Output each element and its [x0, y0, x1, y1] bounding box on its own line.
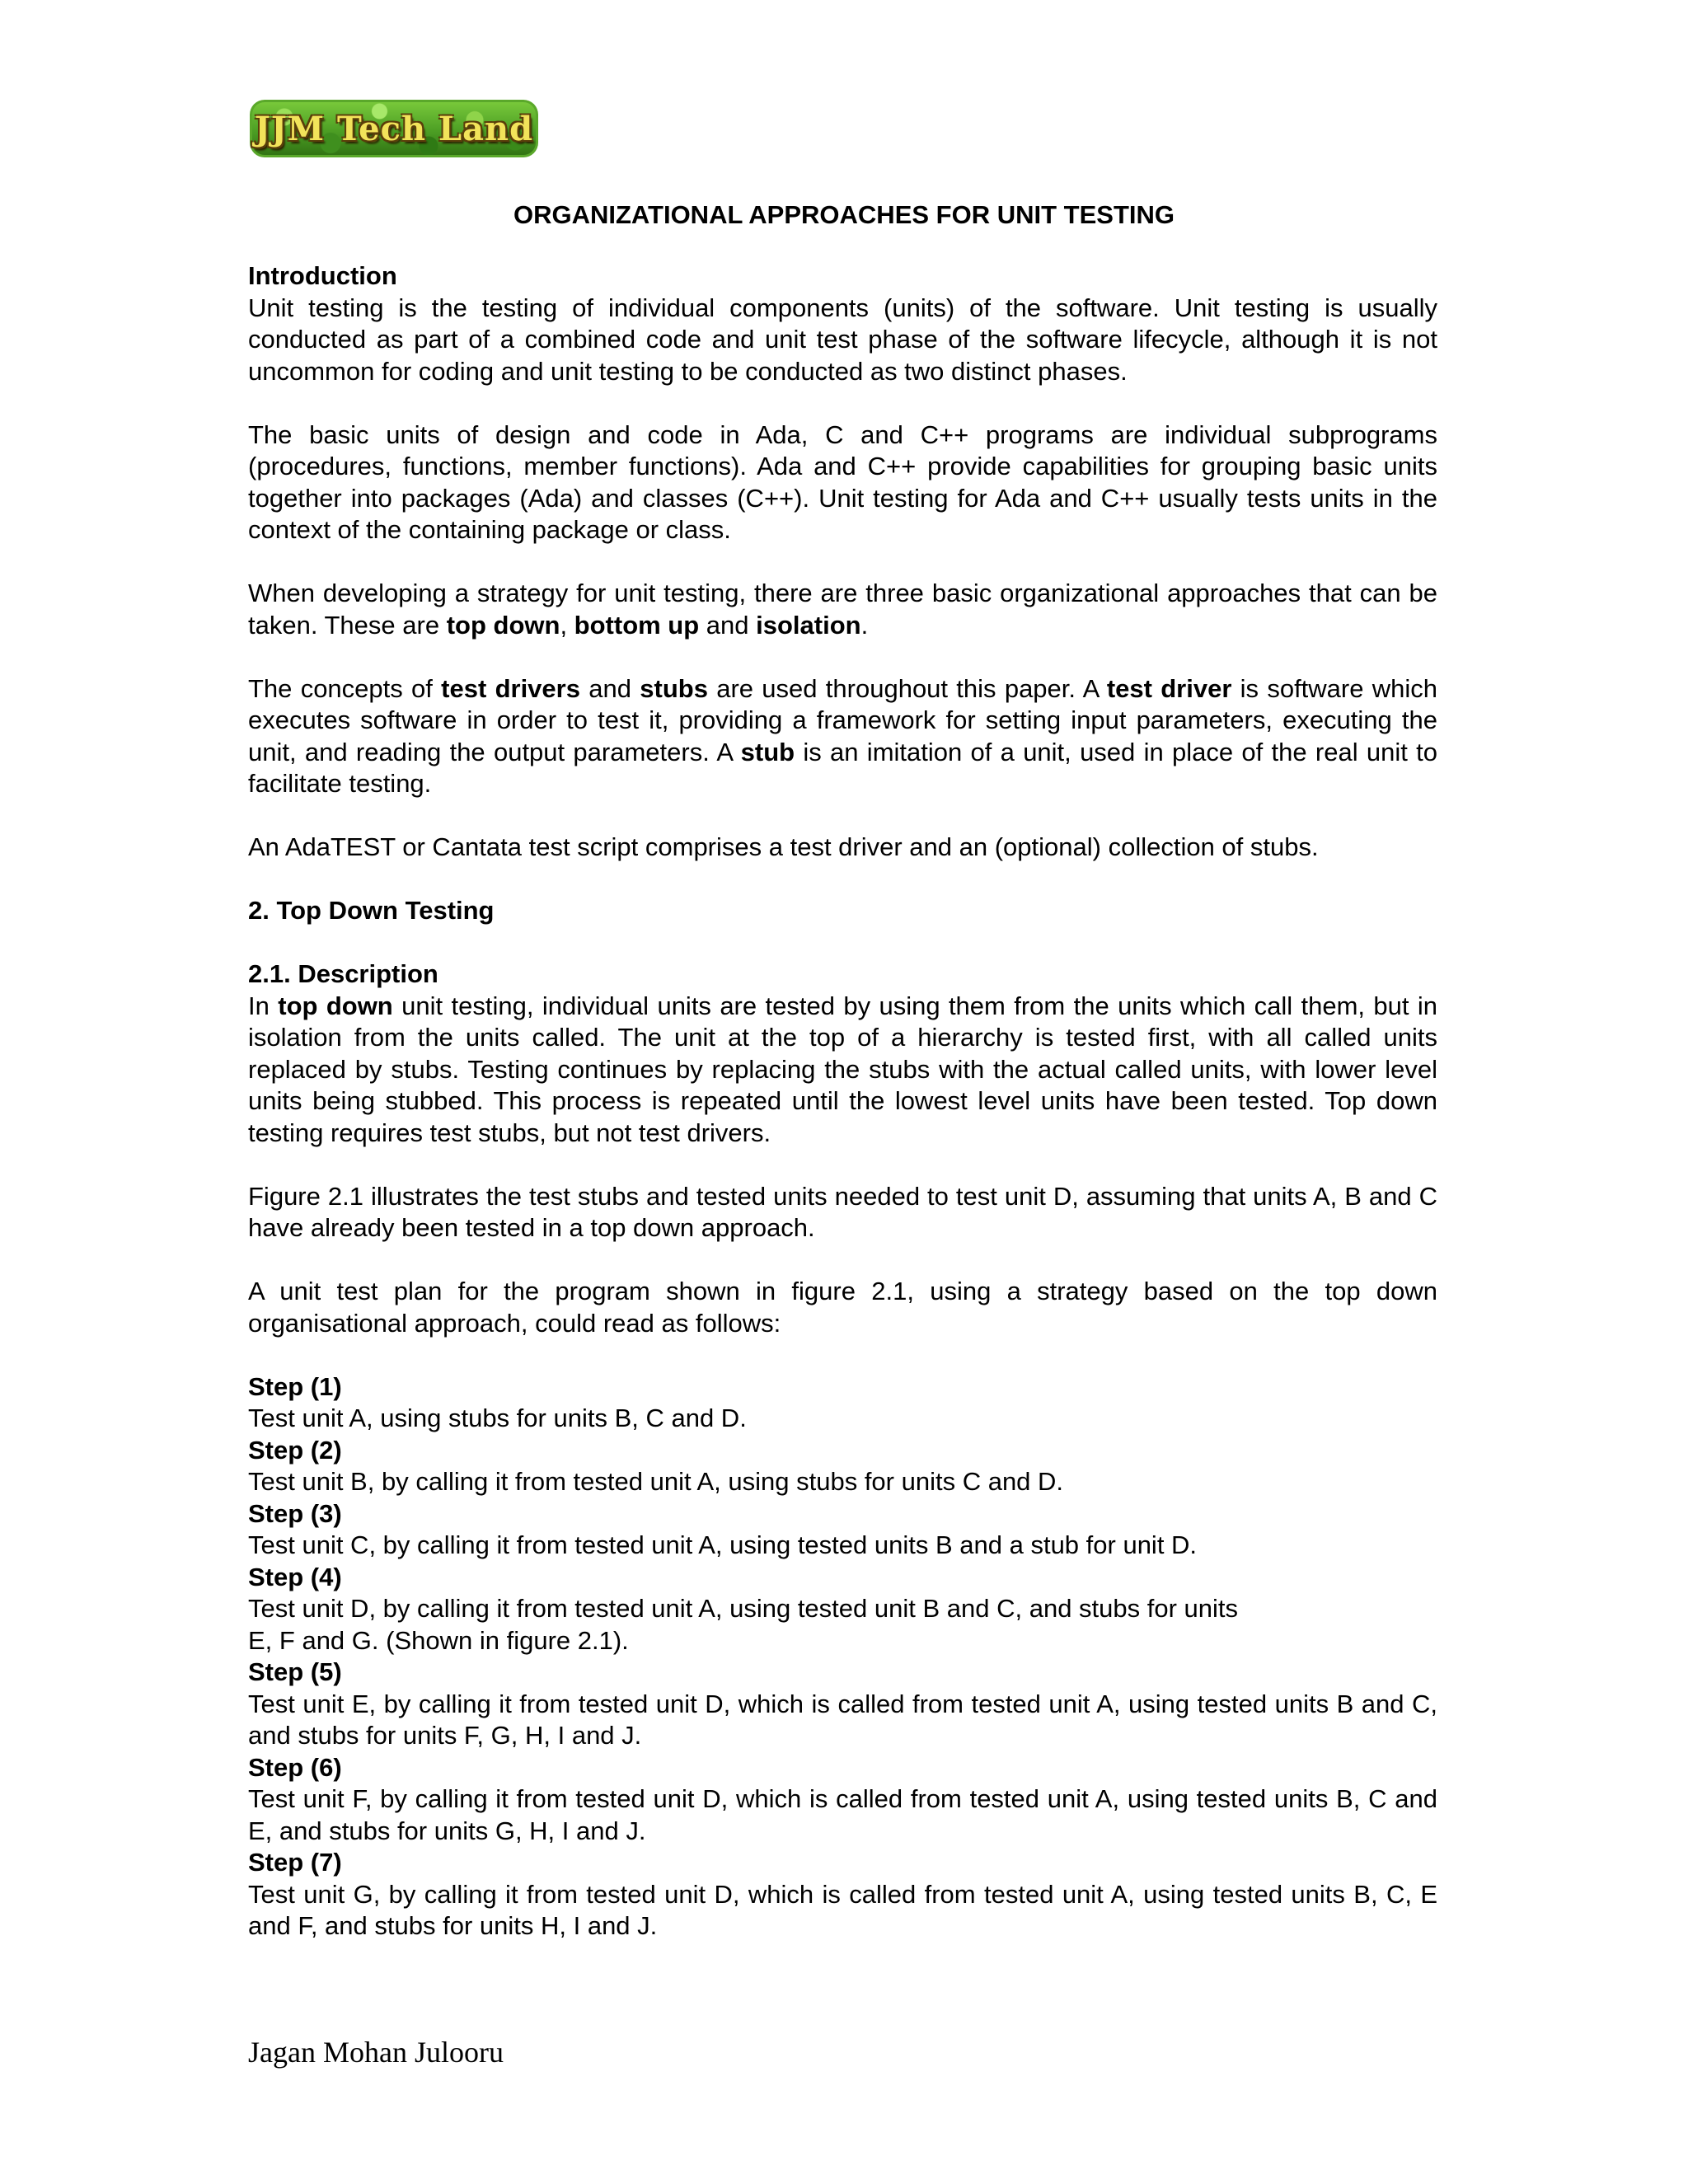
step-6-label: Step (6) — [248, 1752, 342, 1782]
step-2-label: Step (2) — [248, 1435, 342, 1465]
section-2-1-paragraph-2: Figure 2.1 illustrates the test stubs and tested units needed to test unit D, assuming that units A, B and C have already been tested in a top down approach. — [248, 1181, 1437, 1242]
step-4-label: Step (4) — [248, 1562, 342, 1591]
step-3-label: Step (3) — [248, 1498, 342, 1528]
intro-paragraph-1: Unit testing is the testing of individual components (units) of the software. Unit testing is usually conducted as part of a combined code and unit test phase of the software lifecycle, although it is not uncommon for coding and unit testing to be conducted as two distinct phases. — [248, 293, 1437, 386]
step-7-label: Step (7) — [248, 1848, 342, 1877]
footer-author: Jagan Mohan Julooru — [248, 2036, 504, 2069]
section-2-1-paragraph-1: In top down unit testing, individual units are tested by using them from the units which call them, but in isolation from the units called. The unit at the top of a hierarchy is tested first, with all called units replaced by stubs. Testing continues by replacing the stubs with the actual called units, with lower level units being stubbed. This process is repeated until the lowest level units have been tested. Top down testing requires test stubs, but not test drivers. — [248, 991, 1438, 1147]
step-1-label: Step (1) — [248, 1371, 342, 1401]
intro-paragraph-4: The concepts of test drivers and stubs are used throughout this paper. A test driver is software which executes software in order to test it, providing a framework for setting input parameters, executing the unit, and reading the output parameters. A stub is an imitation of a unit, used in place of the real unit to facilitate testing. — [248, 673, 1438, 798]
section-2-1-heading: 2.1. Description — [248, 959, 438, 988]
step-5-text: Test unit E, by calling it from tested unit D, which is called from tested unit A, using tested units B and C, and stubs for units F, G, H, I and J. — [248, 1689, 1437, 1750]
step-7-text: Test unit G, by calling it from tested unit D, which is called from tested unit A, using tested units B, C, E and F, and stubs for units H, I and J. — [248, 1879, 1437, 1940]
jjm-tech-land-logo — [250, 100, 538, 157]
step-3-text: Test unit C, by calling it from tested unit A, using tested units B and a stub for unit D. — [248, 1530, 1198, 1559]
introduction-heading: Introduction — [248, 261, 397, 290]
page-title: ORGANIZATIONAL APPROACHES FOR UNIT TESTING — [513, 200, 1175, 229]
document-body — [248, 260, 1437, 1943]
step-4-text-line-2: E, F and G. (Shown in figure 2.1). — [248, 1625, 629, 1655]
section-2-heading: 2. Top Down Testing — [248, 896, 495, 925]
step-1-text: Test unit A, using stubs for units B, C and D. — [248, 1404, 747, 1432]
step-6-text: Test unit F, by calling it from tested unit D, which is called from tested unit A, using tested units B, C and E, and stubs for units G, H, I and J. — [248, 1784, 1437, 1845]
step-4-text-line-1: Test unit D, by calling it from tested unit A, using tested unit B and C, and stubs for units — [248, 1594, 1239, 1623]
section-2-1-paragraph-3: A unit test plan for the program shown in figure 2.1, using a strategy based on the top down organisational approach, could read as follows: — [248, 1277, 1437, 1338]
intro-paragraph-3: When developing a strategy for unit testing, there are three basic organizational approaches that can be taken. These are top down, bottom up and isolation. — [248, 579, 1437, 640]
intro-paragraph-2: The basic units of design and code in Ada, C and C++ programs are individual subprograms (procedures, functions, member functions). Ada and C++ provide capabilities for grouping basic units together into packages (Ada) and classes (C++). Unit testing for Ada and C++ usually tests units in the context of the containing package or class. — [248, 419, 1437, 544]
intro-paragraph-5: An AdaTEST or Cantata test script comprises a test driver and an (optional) collection of stubs. — [248, 832, 1319, 861]
step-2-text: Test unit B, by calling it from tested unit A, using stubs for units C and D. — [248, 1467, 1064, 1496]
logo-text: JJM Tech Land — [254, 109, 534, 148]
step-5-label: Step (5) — [248, 1657, 342, 1686]
